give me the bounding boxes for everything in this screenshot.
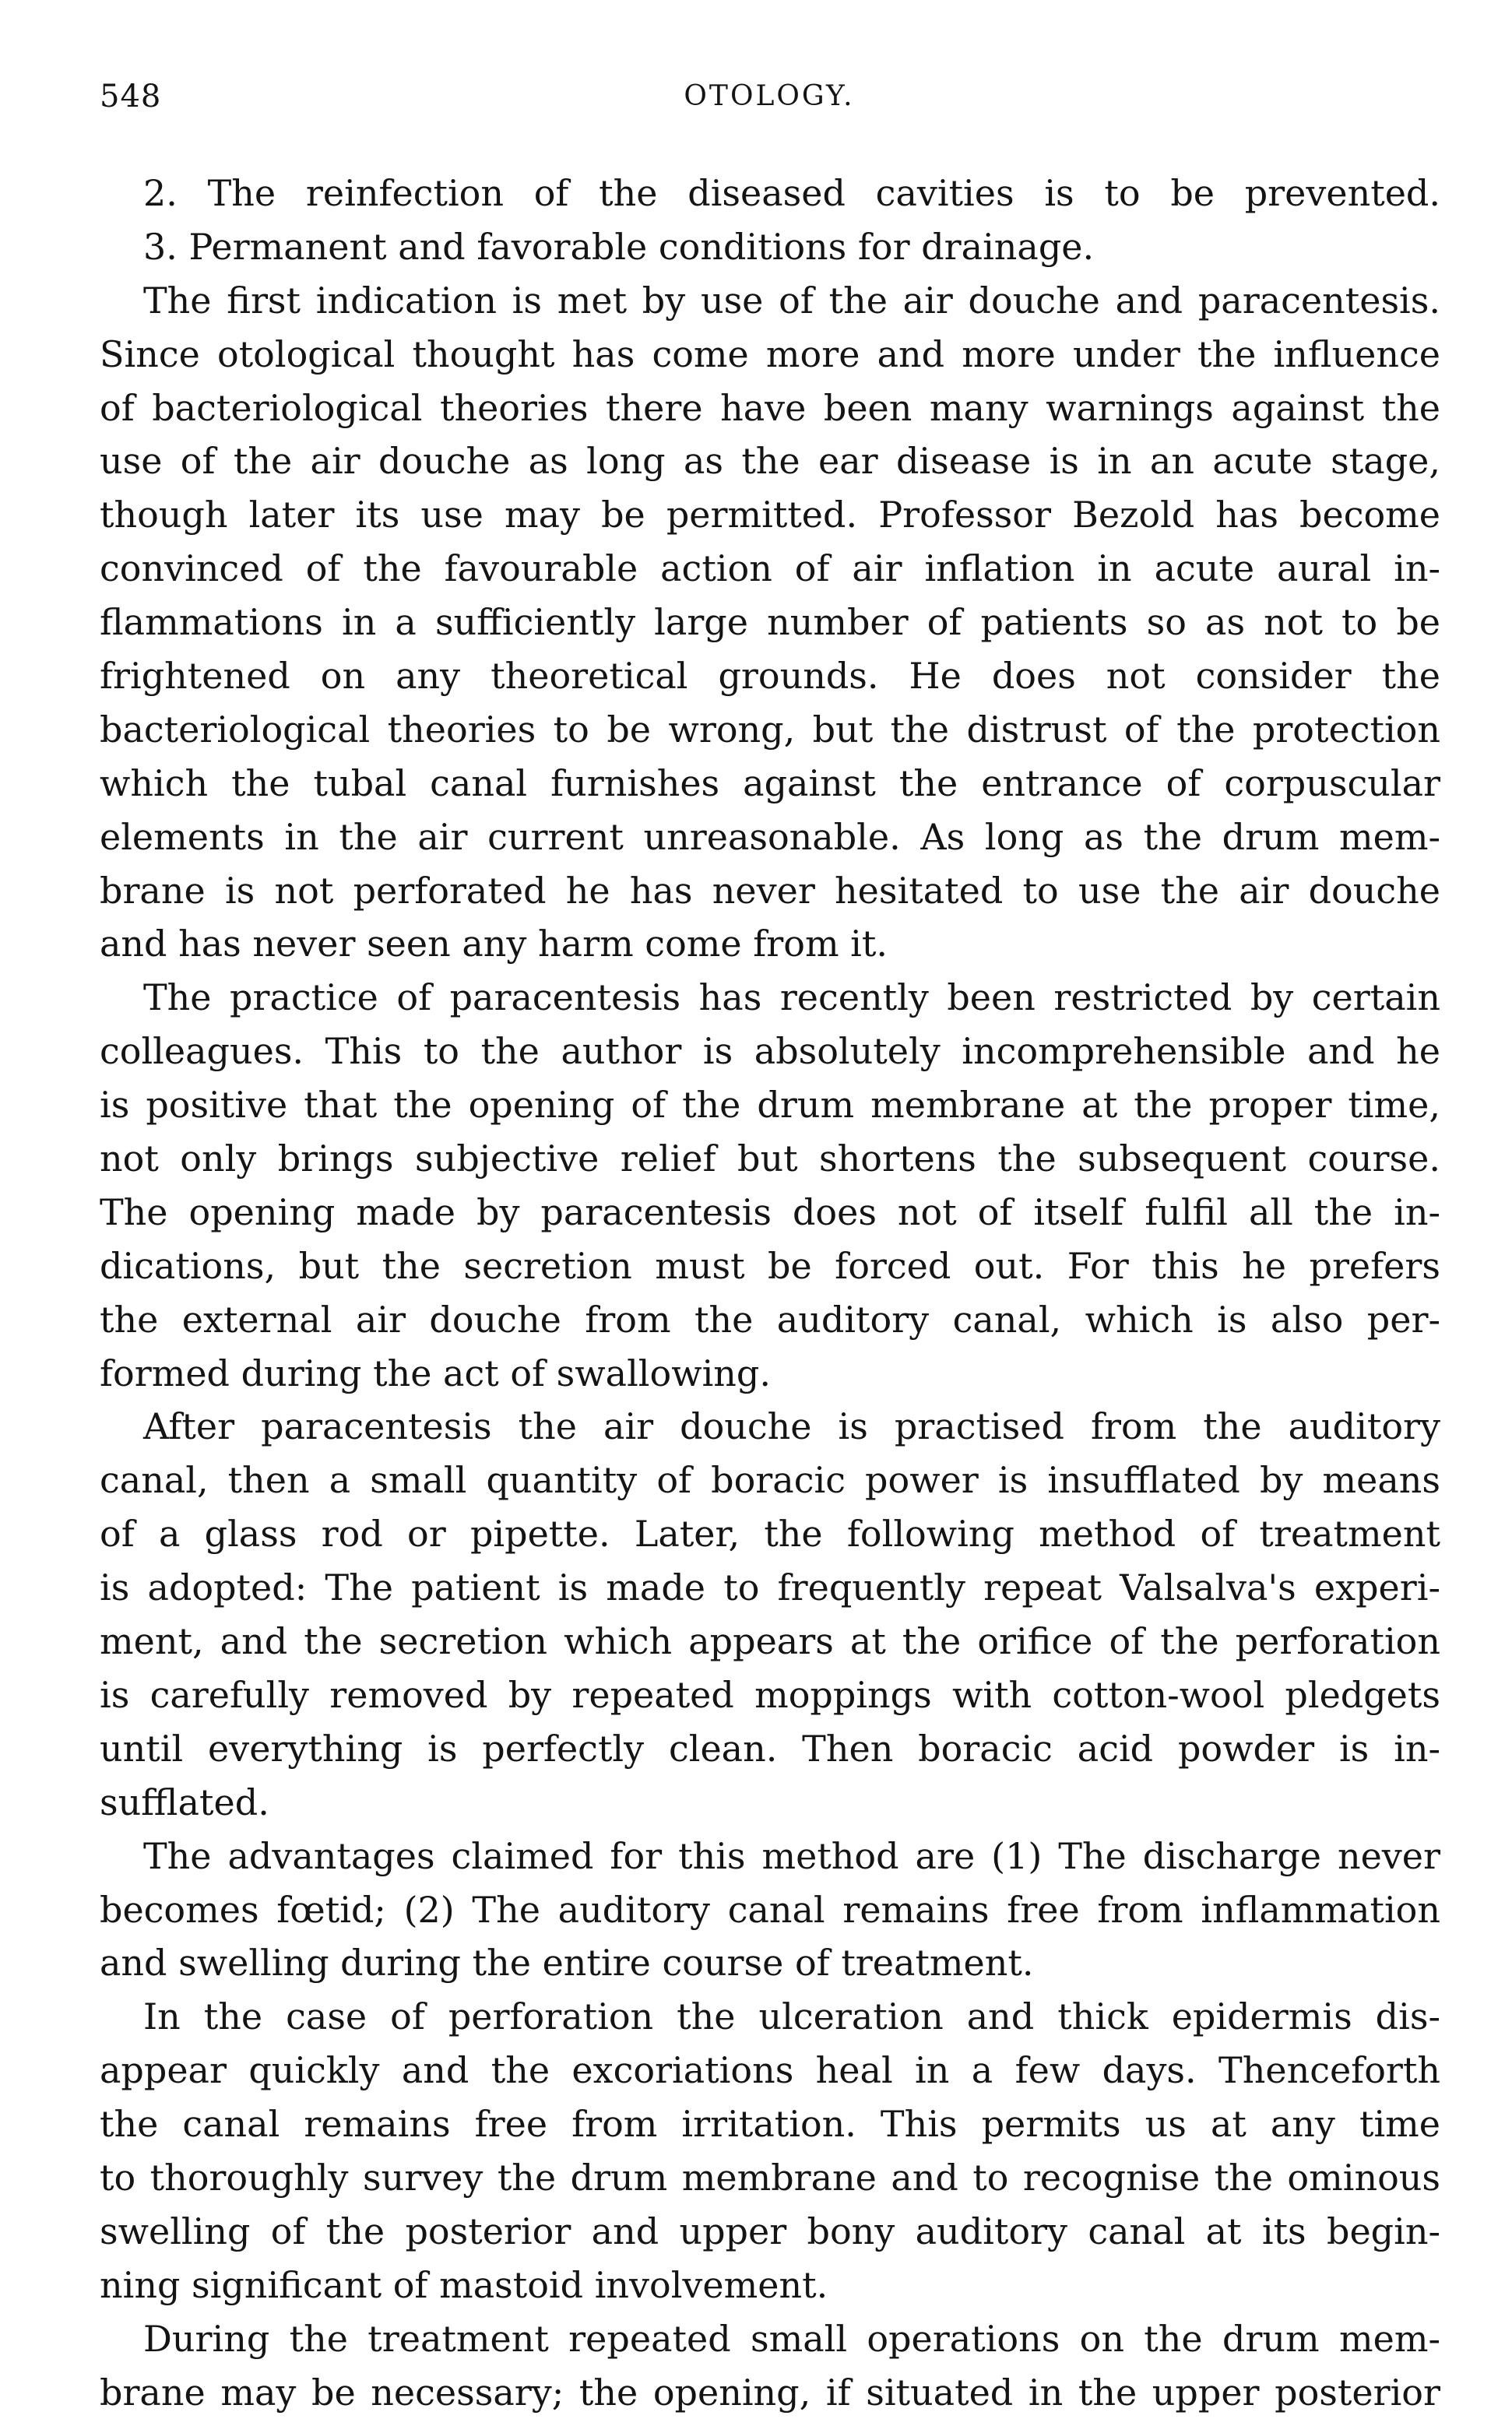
text-line: is carefully removed by repeated moppings with cotton-wool pledgets xyxy=(100,1673,1440,1716)
text-line: brane is not perforated he has never hesitated to use the air douche xyxy=(100,869,1440,912)
text-line: The opening made by paracentesis does not of itself fulfil all the in- xyxy=(100,1190,1440,1233)
text-line: until everything is perfectly clean. Then boracic acid powder is in- xyxy=(100,1727,1440,1770)
running-title: OTOLOGY. xyxy=(684,80,855,112)
text-line: formed during the act of swallowing. xyxy=(100,1352,771,1394)
text-line: swelling of the posterior and upper bony auditory canal at its begin- xyxy=(100,2210,1440,2252)
text-line: flammations in a sufficiently large number of patients so as not to be xyxy=(100,601,1440,644)
text-line: 2. The reinfection of the diseased cavities is to be prevented. xyxy=(143,172,1440,214)
text-line: and swelling during the entire course of treatment. xyxy=(100,1942,1034,1985)
text-line: sufflated. xyxy=(100,1781,269,1823)
text-line: ning significant of mastoid involvement. xyxy=(100,2263,828,2306)
body-text xyxy=(100,167,1440,2419)
text-line: becomes fœtid; (2) The auditory canal remains free from inflammation xyxy=(100,1888,1440,1931)
text-line: frightened on any theoretical grounds. He does not consider the xyxy=(100,655,1440,698)
text-line: brane may be necessary; the opening, if situated in the upper posterior xyxy=(100,2371,1440,2414)
text-line: ment, and the secretion which appears at the orifice of the perforation xyxy=(100,1620,1440,1663)
text-line: During the treatment repeated small operations on the drum mem- xyxy=(143,2317,1440,2360)
text-line: appear quickly and the excoriations heal in a few days. Thenceforth xyxy=(100,2049,1440,2092)
running-head xyxy=(100,72,1439,121)
text-line: is adopted: The patient is made to frequently repeat Valsalva's experi- xyxy=(100,1566,1440,1609)
text-line: colleagues. This to the author is absolutely incomprehensible and he xyxy=(100,1030,1440,1073)
text-line: of a glass rod or pipette. Later, the following method of treatment xyxy=(100,1513,1440,1556)
text-line: The first indication is met by use of the air douche and paracentesis. xyxy=(143,279,1440,322)
text-line: of bacteriological theories there have been many warnings against the xyxy=(100,386,1440,429)
text-line: the canal remains free from irritation. This permits us at any time xyxy=(100,2103,1440,2146)
text-line: and has never seen any harm come from it. xyxy=(100,923,888,965)
text-line: dications, but the secretion must be forced out. For this he prefers xyxy=(100,1244,1440,1287)
text-line: In the case of perforation the ulceration and thick epidermis dis- xyxy=(143,1995,1440,2038)
text-line: Since otological thought has come more and more under the influence xyxy=(100,332,1440,375)
text-line: 3. Permanent and favorable conditions for drainage. xyxy=(143,225,1095,268)
text-line: not only brings subjective relief but shortens the subsequent course. xyxy=(100,1137,1440,1180)
text-line: to thoroughly survey the drum membrane and to recognise the ominous xyxy=(100,2156,1440,2199)
text-line: convinced of the favourable action of air inflation in acute aural in- xyxy=(100,547,1440,590)
text-line: use of the air douche as long as the ear disease is in an acute stage, xyxy=(100,440,1440,483)
text-line: canal, then a small quantity of boracic power is insufflated by means xyxy=(100,1459,1440,1502)
text-line: is positive that the opening of the drum membrane at the proper time, xyxy=(100,1084,1440,1127)
text-line: bacteriological theories to be wrong, but the distrust of the protection xyxy=(100,708,1440,751)
text-line: which the tubal canal furnishes against the entrance of corpuscular xyxy=(100,761,1440,804)
text-line: though later its use may be permitted. Professor Bezold has become xyxy=(100,494,1440,536)
text-line: After paracentesis the air douche is practised from the auditory xyxy=(143,1405,1440,1448)
text-line: The advantages claimed for this method are (1) The discharge never xyxy=(143,1834,1440,1877)
text-line: The practice of paracentesis has recently been restricted by certain xyxy=(143,976,1440,1019)
page-number: 548 xyxy=(100,79,162,114)
text-line: the external air douche from the auditory canal, which is also per- xyxy=(100,1298,1440,1341)
text-line: elements in the air current unreasonable. As long as the drum mem- xyxy=(100,815,1440,858)
